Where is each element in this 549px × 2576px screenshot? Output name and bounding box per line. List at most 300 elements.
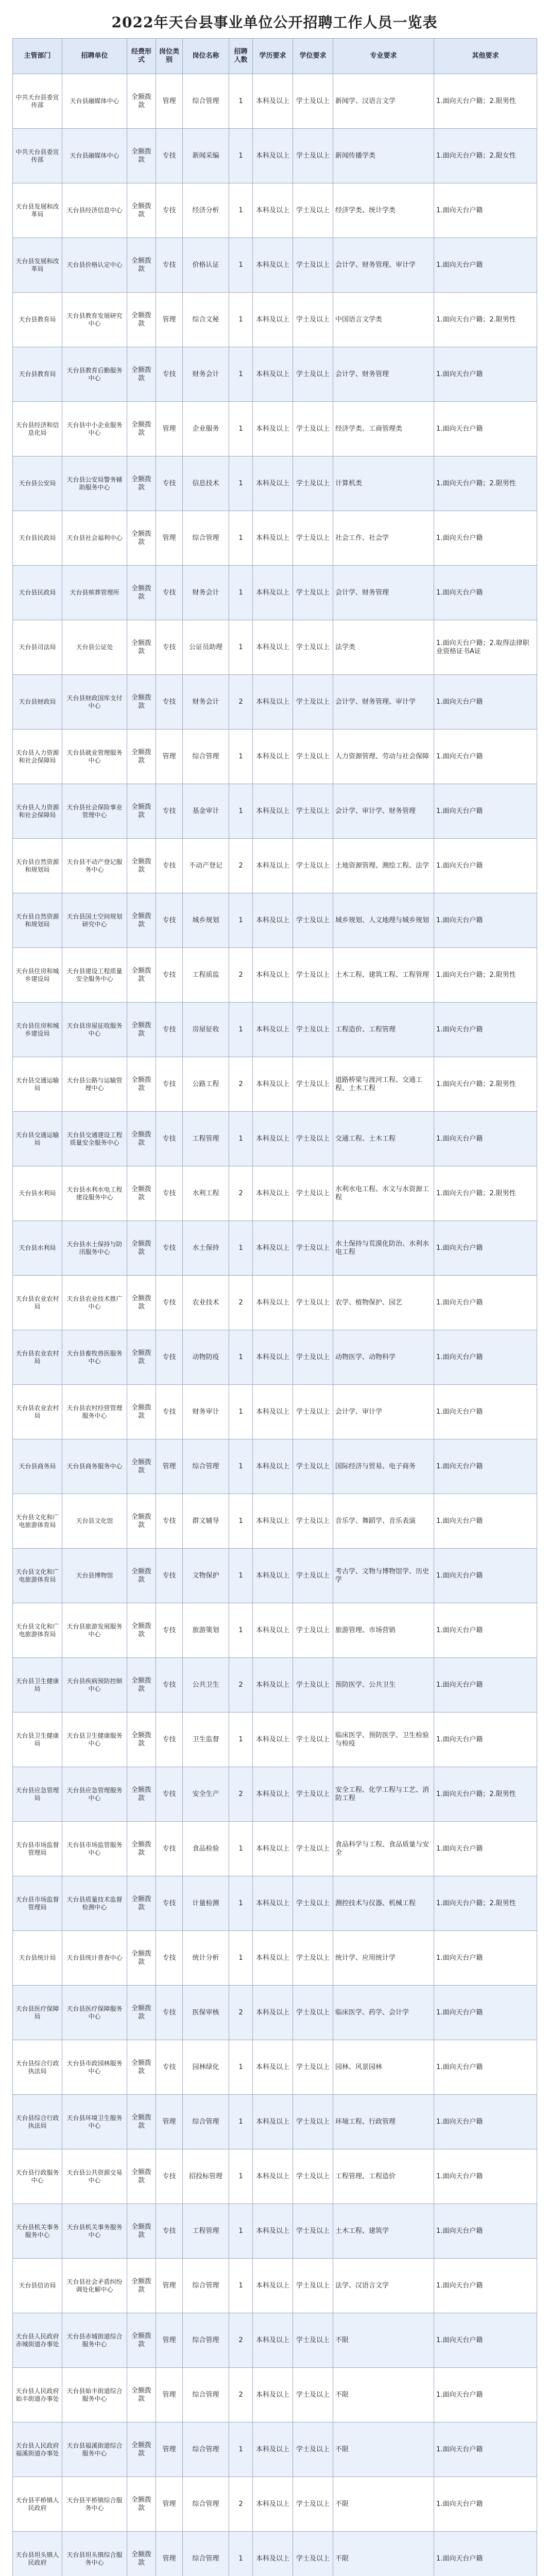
col-header-major: 专业要求 [333,39,434,74]
cell-funding: 全额拨款 [127,238,156,293]
cell-category: 专技 [156,1931,183,1986]
cell-other: 1.面向天台户籍；2.取得法律职业资格证书A证 [434,620,537,675]
cell-category: 专技 [156,566,183,620]
table-body [13,74,537,2576]
cell-degree: 学士及以上 [293,1276,333,1330]
cell-major: 食品科学与工程、食品质量与安全 [333,1822,434,1876]
cell-other: 1.面向天台户籍 [434,893,537,948]
cell-major: 工程管理、工程造价 [333,2149,434,2204]
cell-education: 本科及以上 [253,1549,293,1603]
cell-department: 天台县文化和广电旅游体育局 [13,1603,62,1658]
cell-position: 综合管理 [183,2532,229,2576]
cell-position: 安全生产 [183,1767,229,1822]
cell-department: 天台县交通运输局 [13,1112,62,1166]
cell-unit: 天台县质量技术监督检测中心 [62,1876,127,1931]
cell-funding: 全额拨款 [127,948,156,1003]
cell-position: 计量检测 [183,1876,229,1931]
cell-major: 人力资源管理、劳动与社会保障 [333,730,434,784]
cell-other: 1.面向天台户籍 [434,1549,537,1603]
table-row [13,1385,537,1439]
cell-position: 农业技术 [183,1276,229,1330]
cell-position: 综合管理 [183,2095,229,2149]
cell-count: 1 [229,238,253,293]
cell-category: 专技 [156,183,183,238]
cell-major: 临床医学、药学、会计学 [333,1986,434,2040]
cell-other: 1.面向天台户籍 [434,1112,537,1166]
table-row [13,2040,537,2095]
cell-position: 动物防疫 [183,1330,229,1385]
cell-count: 1 [229,347,253,402]
cell-other: 1.面向天台户籍；2.限男性 [434,74,537,129]
cell-category: 管理 [156,2368,183,2422]
table-row [13,183,537,238]
cell-category: 专技 [156,2040,183,2095]
cell-department: 天台县市场监督管理局 [13,1822,62,1876]
table-row [13,1276,537,1330]
table-row [13,1603,537,1658]
cell-department: 天台县水利局 [13,1221,62,1276]
cell-count: 1 [229,730,253,784]
cell-degree: 学士及以上 [293,893,333,948]
cell-unit: 天台县农业技术推广中心 [62,1276,127,1330]
cell-other: 1.面向天台户籍 [434,347,537,402]
cell-major: 计算机类 [333,456,434,511]
cell-degree: 学士及以上 [293,2259,333,2313]
cell-category: 管理 [156,2477,183,2532]
cell-funding: 全额拨款 [127,347,156,402]
cell-degree: 学士及以上 [293,511,333,566]
cell-other: 1.面向天台户籍；2.限女性 [434,129,537,183]
cell-education: 本科及以上 [253,2532,293,2576]
cell-other: 1.面向天台户籍；2.限男性 [434,948,537,1003]
cell-unit: 天台县经济信息中心 [62,183,127,238]
col-header-position: 岗位名称 [183,39,229,74]
cell-position: 医保审核 [183,1986,229,2040]
cell-funding: 全额拨款 [127,893,156,948]
cell-major: 法学类 [333,620,434,675]
cell-major: 新闻传播学类 [333,129,434,183]
cell-degree: 学士及以上 [293,1658,333,1713]
table-row [13,1221,537,1276]
cell-other: 1.面向天台户籍 [434,2422,537,2477]
cell-count: 2 [229,2477,253,2532]
cell-department: 天台县民政局 [13,511,62,566]
cell-major: 会计学、财务管理、审计学 [333,238,434,293]
cell-funding: 全额拨款 [127,183,156,238]
table-row [13,1713,537,1767]
cell-education: 本科及以上 [253,2313,293,2368]
cell-position: 综合管理 [183,74,229,129]
cell-unit: 天台县价格认定中心 [62,238,127,293]
cell-category: 专技 [156,1330,183,1385]
cell-degree: 学士及以上 [293,293,333,347]
cell-funding: 全额拨款 [127,675,156,730]
col-header-category: 岗位类别 [156,39,183,74]
cell-unit: 天台县医疗保障服务中心 [62,1986,127,2040]
cell-position: 综合管理 [183,511,229,566]
cell-major: 不限 [333,2368,434,2422]
cell-degree: 学士及以上 [293,730,333,784]
cell-funding: 全额拨款 [127,2422,156,2477]
cell-count: 2 [229,1057,253,1112]
cell-department: 天台县综合行政执法局 [13,2040,62,2095]
cell-degree: 学士及以上 [293,1003,333,1057]
cell-other: 1.面向天台户籍 [434,2368,537,2422]
cell-unit: 天台县卫生健康服务中心 [62,1713,127,1767]
cell-other: 1.面向天台户籍 [434,2149,537,2204]
cell-other: 1.面向天台户籍 [434,1658,537,1713]
cell-count: 1 [229,784,253,839]
cell-department: 天台县公安局 [13,456,62,511]
table-row [13,129,537,183]
col-header-degree: 学位要求 [293,39,333,74]
cell-degree: 学士及以上 [293,566,333,620]
cell-position: 公路工程 [183,1057,229,1112]
cell-education: 本科及以上 [253,893,293,948]
cell-funding: 全额拨款 [127,566,156,620]
cell-degree: 学士及以上 [293,2422,333,2477]
cell-unit: 天台县融媒体中心 [62,74,127,129]
cell-education: 本科及以上 [253,347,293,402]
cell-count: 1 [229,129,253,183]
cell-funding: 全额拨款 [127,730,156,784]
cell-category: 管理 [156,402,183,456]
col-header-other: 其他要求 [434,39,537,74]
cell-other: 1.面向天台户籍 [434,2259,537,2313]
cell-major: 农学、植物保护、园艺 [333,1276,434,1330]
cell-count: 1 [229,1330,253,1385]
cell-position: 卫生监督 [183,1713,229,1767]
col-header-count: 招聘人数 [229,39,253,74]
table-row [13,2149,537,2204]
cell-other: 1.面向天台户籍 [434,675,537,730]
table-row [13,511,537,566]
cell-other: 1.面向天台户籍 [434,784,537,839]
cell-count: 1 [229,2532,253,2576]
cell-category: 专技 [156,1166,183,1221]
cell-degree: 学士及以上 [293,1549,333,1603]
cell-education: 本科及以上 [253,784,293,839]
cell-category: 管理 [156,2259,183,2313]
cell-count: 2 [229,675,253,730]
cell-major: 环境工程、行政管理 [333,2095,434,2149]
cell-department: 中共天台县委宣传部 [13,74,62,129]
table-row [13,2532,537,2576]
cell-unit: 天台县文化馆 [62,1494,127,1549]
table-row [13,566,537,620]
cell-department: 天台县教育局 [13,293,62,347]
cell-count: 1 [229,1931,253,1986]
table-row [13,1003,537,1057]
cell-major: 会计学、财务管理 [333,566,434,620]
page-title: 2022年天台县事业单位公开招聘工作人员一览表 [111,14,438,31]
cell-degree: 学士及以上 [293,839,333,893]
cell-position: 文物保护 [183,1549,229,1603]
cell-funding: 全额拨款 [127,2532,156,2576]
table-row [13,456,537,511]
cell-education: 本科及以上 [253,948,293,1003]
cell-education: 本科及以上 [253,1494,293,1549]
cell-category: 专技 [156,347,183,402]
cell-degree: 学士及以上 [293,2313,333,2368]
cell-department: 天台县司法局 [13,620,62,675]
cell-department: 天台县文化和广电旅游体育局 [13,1549,62,1603]
cell-position: 财务审计 [183,1385,229,1439]
cell-major: 临床医学、预防医学、卫生检验与检疫 [333,1713,434,1767]
cell-category: 专技 [156,675,183,730]
cell-education: 本科及以上 [253,1385,293,1439]
cell-category: 专技 [156,456,183,511]
cell-funding: 全额拨款 [127,1003,156,1057]
cell-education: 本科及以上 [253,1931,293,1986]
col-header-department: 主管部门 [13,39,62,74]
cell-funding: 全额拨款 [127,2313,156,2368]
cell-department: 天台县经济和信息化局 [13,402,62,456]
cell-education: 本科及以上 [253,2149,293,2204]
cell-major: 法学、汉语言文学 [333,2259,434,2313]
table-row [13,238,537,293]
cell-other: 1.面向天台户籍；2.限男性 [434,1166,537,1221]
table-row [13,1057,537,1112]
cell-count: 1 [229,1549,253,1603]
cell-category: 专技 [156,1986,183,2040]
cell-category: 专技 [156,1221,183,1276]
cell-department: 天台县交通运输局 [13,1057,62,1112]
cell-unit: 天台县畜牧兽医服务中心 [62,1330,127,1385]
cell-position: 综合管理 [183,1439,229,1494]
cell-category: 专技 [156,1767,183,1822]
cell-position: 综合管理 [183,2422,229,2477]
cell-unit: 天台县公证处 [62,620,127,675]
cell-count: 1 [229,402,253,456]
col-header-funding: 经费形式 [127,39,156,74]
cell-other: 1.面向天台户籍 [434,730,537,784]
cell-category: 专技 [156,839,183,893]
cell-category: 专技 [156,1003,183,1057]
cell-count: 1 [229,1713,253,1767]
cell-department: 天台县农业农村局 [13,1385,62,1439]
cell-other: 1.面向天台户籍 [434,1986,537,2040]
cell-category: 管理 [156,74,183,129]
cell-unit: 天台县博物馆 [62,1549,127,1603]
table-row [13,1876,537,1931]
cell-major: 国际经济与贸易、电子商务 [333,1439,434,1494]
cell-department: 天台县机关事务服务中心 [13,2204,62,2259]
cell-funding: 全额拨款 [127,456,156,511]
col-header-education: 学历要求 [253,39,293,74]
cell-category: 专技 [156,1112,183,1166]
cell-funding: 全额拨款 [127,1931,156,1986]
cell-unit: 天台县始丰街道综合服务中心 [62,2368,127,2422]
cell-degree: 学士及以上 [293,1767,333,1822]
cell-degree: 学士及以上 [293,1057,333,1112]
cell-department: 天台县水利局 [13,1166,62,1221]
cell-other: 1.面向天台户籍；2.限男性 [434,293,537,347]
cell-department: 天台县统计局 [13,1931,62,1986]
cell-funding: 全额拨款 [127,2204,156,2259]
cell-other: 1.面向天台户籍；2.限男性 [434,1767,537,1822]
cell-degree: 学士及以上 [293,2204,333,2259]
cell-unit: 天台县市政园林服务中心 [62,2040,127,2095]
cell-degree: 学士及以上 [293,2532,333,2576]
cell-department: 天台县人民政府始丰街道办事处 [13,2368,62,2422]
cell-degree: 学士及以上 [293,948,333,1003]
col-header-unit: 招聘单位 [62,39,127,74]
cell-degree: 学士及以上 [293,2040,333,2095]
cell-education: 本科及以上 [253,839,293,893]
cell-category: 专技 [156,238,183,293]
cell-position: 不动产登记 [183,839,229,893]
cell-other: 1.面向天台户籍；2.限男性 [434,1057,537,1112]
cell-category: 专技 [156,1057,183,1112]
cell-funding: 全额拨款 [127,1549,156,1603]
cell-education: 本科及以上 [253,2204,293,2259]
cell-position: 综合管理 [183,730,229,784]
table-row [13,1439,537,1494]
cell-degree: 学士及以上 [293,1931,333,1986]
cell-degree: 学士及以上 [293,1603,333,1658]
cell-category: 管理 [156,1439,183,1494]
cell-major: 旅游管理、市场营销 [333,1603,434,1658]
cell-other: 1.面向天台户籍 [434,839,537,893]
cell-unit: 天台县财政国库支付中心 [62,675,127,730]
cell-major: 会计学、财务管理 [333,347,434,402]
cell-department: 天台县人力资源和社会保障局 [13,730,62,784]
cell-other: 1.面向天台户籍 [434,1439,537,1494]
cell-major: 统计学、应用统计学 [333,1931,434,1986]
cell-education: 本科及以上 [253,2095,293,2149]
cell-position: 综合文秘 [183,293,229,347]
cell-category: 专技 [156,129,183,183]
cell-funding: 全额拨款 [127,784,156,839]
cell-position: 综合管理 [183,2368,229,2422]
cell-category: 专技 [156,1276,183,1330]
cell-unit: 天台县融媒体中心 [62,129,127,183]
cell-funding: 全额拨款 [127,2368,156,2422]
cell-department: 中共天台县委宣传部 [13,129,62,183]
cell-department: 天台县卫生健康局 [13,1713,62,1767]
table-row [13,293,537,347]
cell-unit: 天台县公安局警务辅助服务中心 [62,456,127,511]
cell-count: 1 [229,1003,253,1057]
cell-funding: 全额拨款 [127,1876,156,1931]
cell-category: 专技 [156,893,183,948]
cell-education: 本科及以上 [253,2477,293,2532]
cell-unit: 天台县机关事务服务中心 [62,2204,127,2259]
cell-category: 专技 [156,948,183,1003]
table-row [13,1822,537,1876]
cell-position: 综合管理 [183,2313,229,2368]
cell-unit: 天台县公共资源交易中心 [62,2149,127,2204]
cell-unit: 天台县交通建设工程质量安全服务中心 [62,1112,127,1166]
cell-other: 1.面向天台户籍 [434,183,537,238]
cell-position: 财务会计 [183,347,229,402]
cell-category: 专技 [156,1658,183,1713]
cell-unit: 天台县教育发展研究中心 [62,293,127,347]
cell-major: 会计学、财务管理、审计学 [333,675,434,730]
cell-count: 1 [229,2040,253,2095]
cell-unit: 天台县商务服务中心 [62,1439,127,1494]
cell-unit: 天台县社会矛盾纠纷调处化解中心 [62,2259,127,2313]
table-row [13,2477,537,2532]
cell-funding: 全额拨款 [127,2040,156,2095]
cell-education: 本科及以上 [253,238,293,293]
cell-department: 天台县行政服务中心 [13,2149,62,2204]
cell-education: 本科及以上 [253,2368,293,2422]
cell-position: 水土保持 [183,1221,229,1276]
cell-department: 天台县应急管理局 [13,1767,62,1822]
cell-major: 水土保持与荒漠化防治、水利水电工程 [333,1221,434,1276]
cell-degree: 学士及以上 [293,1221,333,1276]
cell-funding: 全额拨款 [127,2095,156,2149]
cell-degree: 学士及以上 [293,2095,333,2149]
cell-education: 本科及以上 [253,1330,293,1385]
cell-other: 1.面向天台户籍；2.限男性 [434,1876,537,1931]
cell-department: 天台县商务局 [13,1439,62,1494]
cell-major: 不限 [333,2422,434,2477]
cell-degree: 学士及以上 [293,456,333,511]
cell-degree: 学士及以上 [293,1112,333,1166]
cell-count: 2 [229,1276,253,1330]
table-row [13,839,537,893]
cell-education: 本科及以上 [253,183,293,238]
cell-degree: 学士及以上 [293,620,333,675]
cell-funding: 全额拨款 [127,1986,156,2040]
cell-category: 管理 [156,2532,183,2576]
cell-count: 1 [229,74,253,129]
cell-funding: 全额拨款 [127,293,156,347]
cell-count: 1 [229,1603,253,1658]
cell-other: 1.面向天台户籍 [434,1494,537,1549]
cell-education: 本科及以上 [253,1658,293,1713]
table-row [13,620,537,675]
cell-position: 公共卫生 [183,1658,229,1713]
cell-degree: 学士及以上 [293,2149,333,2204]
cell-education: 本科及以上 [253,1713,293,1767]
cell-major: 测控技术与仪器、机械工程 [333,1876,434,1931]
cell-category: 专技 [156,1876,183,1931]
cell-funding: 全额拨款 [127,1713,156,1767]
cell-department: 天台县农业农村局 [13,1330,62,1385]
cell-funding: 全额拨款 [127,1658,156,1713]
cell-position: 财务会计 [183,566,229,620]
cell-unit: 天台县福溪街道综合服务中心 [62,2422,127,2477]
cell-category: 专技 [156,1822,183,1876]
cell-degree: 学士及以上 [293,183,333,238]
cell-department: 天台县农业农村局 [13,1276,62,1330]
cell-position: 统计分析 [183,1931,229,1986]
cell-degree: 学士及以上 [293,1822,333,1876]
cell-major: 不限 [333,2532,434,2576]
cell-unit: 天台县环境卫生服务中心 [62,2095,127,2149]
cell-education: 本科及以上 [253,129,293,183]
cell-position: 综合管理 [183,2477,229,2532]
cell-major: 土地资源管理、测绘工程、法学 [333,839,434,893]
cell-position: 旅游策划 [183,1603,229,1658]
table-row [13,2313,537,2368]
recruitment-table [12,38,537,2576]
cell-other: 1.面向天台户籍 [434,566,537,620]
cell-degree: 学士及以上 [293,1876,333,1931]
cell-position: 信息技术 [183,456,229,511]
table-row [13,948,537,1003]
cell-major: 中国语言文学类 [333,293,434,347]
cell-count: 1 [229,293,253,347]
cell-count: 2 [229,1986,253,2040]
cell-count: 1 [229,620,253,675]
cell-department: 天台县医疗保障局 [13,1986,62,2040]
cell-count: 1 [229,2422,253,2477]
